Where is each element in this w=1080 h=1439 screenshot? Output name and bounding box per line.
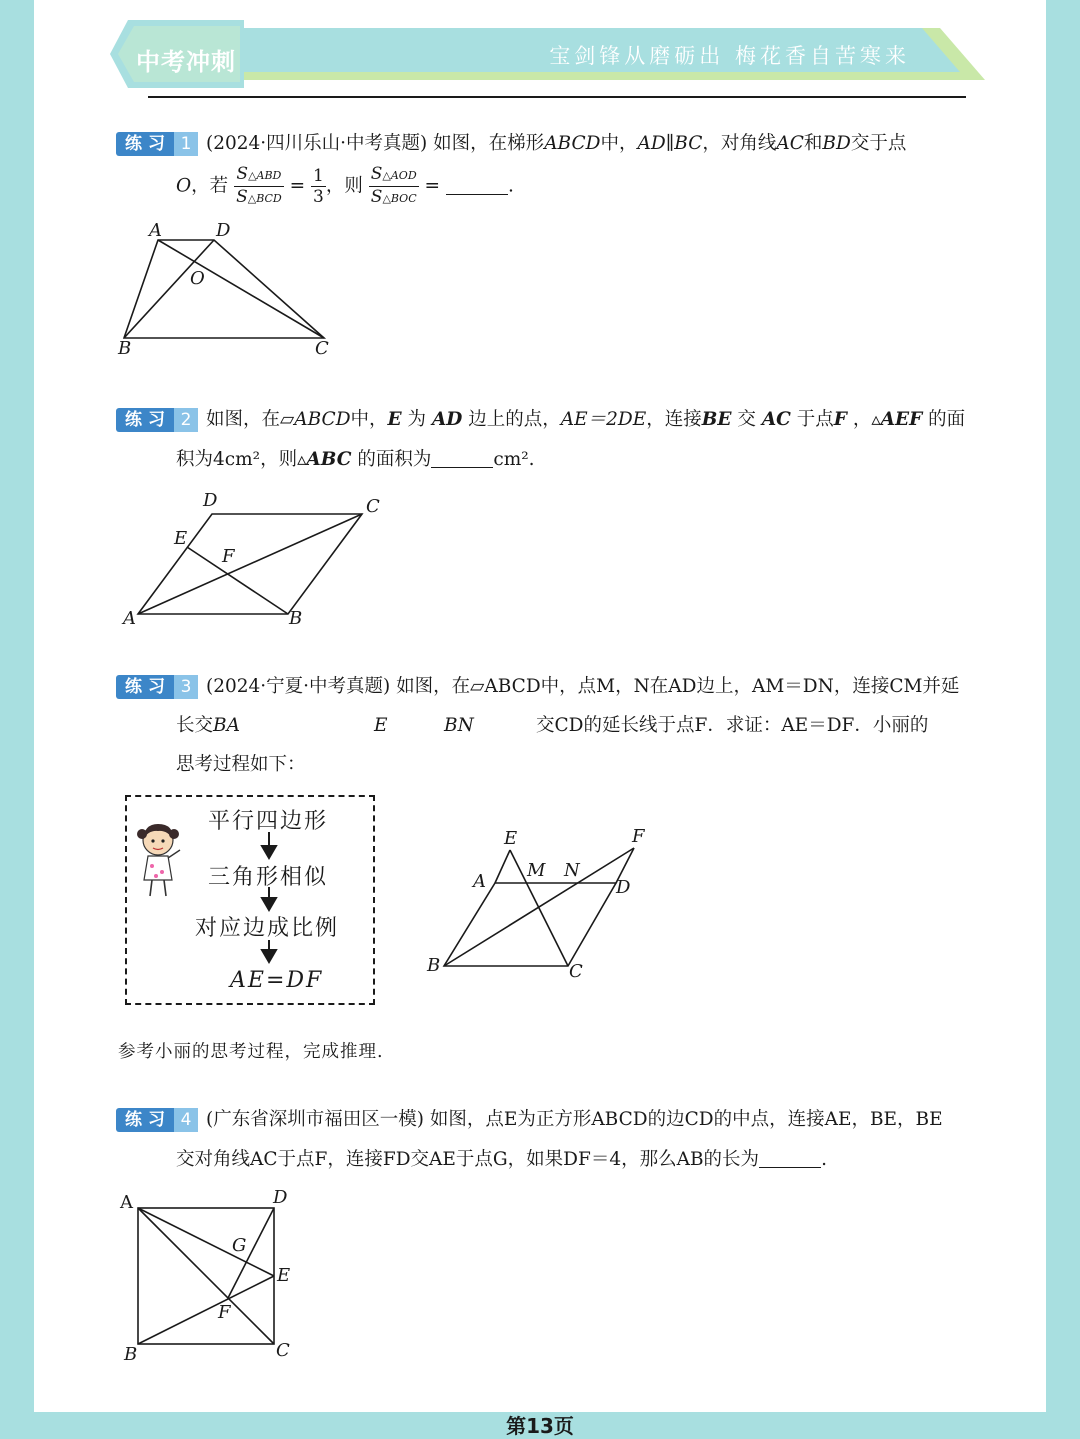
answer-blank (446, 176, 508, 195)
text: △ABD (248, 169, 282, 182)
text: ，连接 (646, 409, 702, 430)
exercise-4-tag (116, 1108, 198, 1132)
fraction-one-third (311, 166, 326, 207)
text: 交 (737, 409, 756, 430)
text: 3 (313, 187, 324, 207)
text: AD (431, 409, 463, 430)
point-label: E (504, 828, 518, 849)
text: ，若 (191, 175, 229, 197)
text: S (236, 187, 248, 207)
exercise-3-note: 参考小丽的思考过程，完成推理. (118, 1042, 384, 1062)
text: = (424, 175, 441, 197)
text: ABCD (544, 133, 601, 154)
text: BE (701, 409, 732, 430)
tag-number: 1 (174, 132, 198, 156)
point-label: B (289, 608, 303, 629)
text: AD (637, 133, 666, 154)
tag-number: 2 (174, 408, 198, 432)
text: E (387, 409, 402, 430)
text: . (821, 1149, 827, 1170)
text: 长交 (176, 715, 214, 736)
text: △BOC (382, 192, 417, 205)
text: cm². (493, 449, 535, 470)
text: . (507, 175, 514, 197)
point-label: A (123, 608, 136, 629)
text: ∥ (665, 133, 675, 154)
header-badge: 中考冲刺 (136, 48, 236, 76)
text: F (833, 409, 847, 430)
point-label: D (216, 220, 231, 241)
text: 1 (313, 166, 324, 186)
text: BN (444, 715, 474, 736)
point-label: G (232, 1235, 247, 1256)
text: △AOD (382, 169, 417, 182)
text: BC (674, 133, 703, 154)
point-label: E (174, 528, 188, 549)
point-label: O (190, 268, 205, 289)
step-parallelogram: 平行四边形 (208, 809, 329, 834)
exercise-4-line-1: (广东省深圳市福田区一模) 如图，点E为正方形ABCD的边CD的中点，连接AE，BE，BE (206, 1109, 943, 1130)
point-label: A (473, 871, 486, 892)
text: ▱ABCD (280, 409, 351, 430)
point-label: A (120, 1192, 133, 1213)
text: 于点 (796, 409, 834, 430)
answer-blank (431, 449, 493, 468)
text: ，对角线 (702, 133, 777, 154)
exercise-1-tag (116, 132, 198, 156)
exercise-1-line-2 (176, 164, 514, 209)
text: 积为4cm²，则 (176, 449, 298, 470)
text: S (236, 164, 249, 184)
header-rule (148, 96, 966, 98)
point-label: B (118, 338, 132, 359)
text: 为 (407, 409, 427, 430)
point-label: F (222, 546, 235, 567)
step-similar-triangles: 三角形相似 (208, 865, 329, 890)
exercise-4-figure (130, 1200, 290, 1360)
header-slogan: 宝剑锋从磨砺出 梅花香自苦寒来 (549, 44, 910, 68)
text: AC (776, 133, 804, 154)
text: 交于点 (850, 133, 907, 154)
tag-label: 练 习 (116, 675, 174, 699)
step-conclusion: AE=DF (230, 968, 324, 993)
tag-number: 3 (174, 675, 198, 699)
point-label: F (218, 1302, 231, 1323)
exercise-2-tag (116, 408, 198, 432)
point-label: B (124, 1344, 138, 1365)
exercise-1-figure (110, 228, 350, 358)
text: 的面积为 (357, 449, 432, 470)
text: ▵ABC (297, 449, 352, 470)
flow-arrows (259, 832, 279, 982)
exercise-2-line-2 (176, 448, 535, 472)
text: S (370, 187, 383, 207)
text: 的面 (928, 409, 966, 430)
text: 边上的点， (468, 409, 561, 430)
exercise-3-line-2 (176, 714, 966, 738)
text: AC (761, 409, 791, 430)
page-number: 第13页 (506, 1414, 574, 1438)
text: 中， (350, 409, 388, 430)
text: O (176, 175, 192, 197)
text: 中， (600, 133, 638, 154)
point-label: C (315, 338, 329, 359)
text: S (370, 164, 383, 184)
text: ▵AEF (871, 409, 923, 430)
fraction-aod-boc (369, 164, 419, 209)
point-label: C (276, 1340, 290, 1361)
point-label: D (273, 1187, 288, 1208)
tag-label: 练 习 (116, 132, 174, 156)
tag-label: 练 习 (116, 408, 174, 432)
answer-blank (759, 1149, 821, 1168)
text: 和 (803, 133, 823, 154)
point-label: D (203, 490, 218, 511)
point-label: A (149, 220, 162, 241)
exercise-3-line-3: 思考过程如下： (176, 754, 306, 775)
text: = (289, 175, 306, 197)
text: 如图，在 (206, 409, 281, 430)
exercise-4-line-2 (176, 1148, 827, 1172)
text: 交对角线AC于点F，连接FD交AE于点G，如果DF＝4，那么AB的长为 (176, 1149, 760, 1170)
text: BA (213, 715, 240, 736)
text: ，则 (325, 175, 363, 197)
point-label: C (569, 961, 583, 982)
exercise-1-source: (2024·四川乐山·中考真题) (206, 133, 428, 154)
point-label: F (632, 826, 645, 847)
text: ， (852, 409, 872, 430)
exercise-2-line-1 (206, 408, 965, 432)
point-label: D (616, 877, 631, 898)
point-label: N (564, 860, 580, 881)
exercise-2-figure (130, 508, 390, 628)
exercise-1-line-1 (206, 132, 906, 156)
girl-illustration (134, 820, 184, 900)
fraction-abd-bcd (234, 164, 284, 209)
point-label: B (427, 955, 441, 976)
step-proportional-sides: 对应边成比例 (195, 916, 340, 941)
exercise-3-line-1: (2024·宁夏·中考真题) 如图，在▱ABCD中，点M，N在AD边上，AM＝DN，连接CM并延 (206, 676, 960, 697)
point-label: E (277, 1265, 291, 1286)
tag-number: 4 (174, 1108, 198, 1132)
exercise-3-figure (440, 840, 660, 980)
exercise-3-tag (116, 675, 198, 699)
point-label: M (527, 860, 546, 881)
text: BD (822, 133, 851, 154)
point-label: C (366, 496, 380, 517)
text: 交CD的延长线于点F．求证：AE＝DF．小丽的 (536, 715, 929, 736)
tag-label: 练 习 (116, 1108, 174, 1132)
text: 如图，在梯形 (433, 133, 545, 154)
text: AE＝2DE (560, 409, 647, 430)
text: E (374, 715, 388, 736)
text: △BCD (247, 192, 282, 205)
